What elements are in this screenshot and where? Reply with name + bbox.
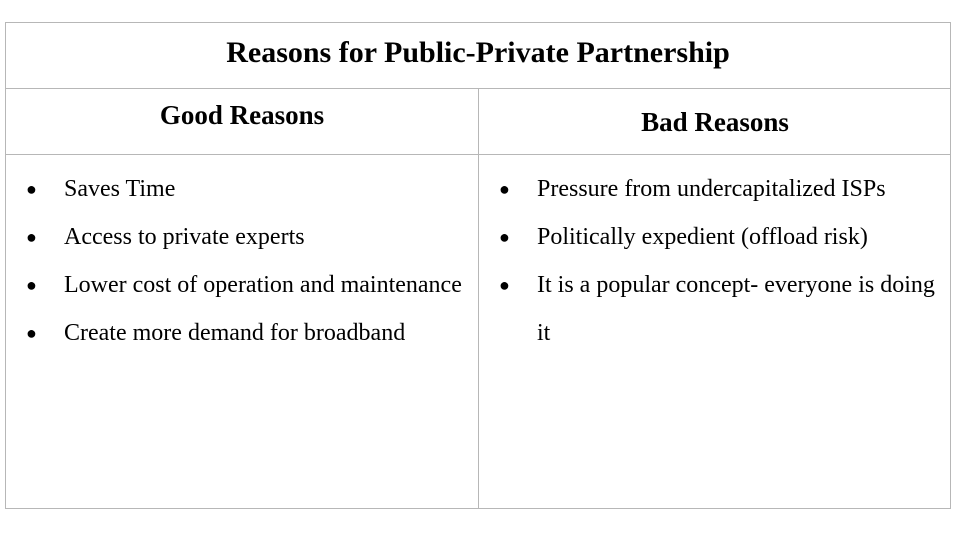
list-item (24, 213, 464, 261)
list-item-text: Saves Time (64, 176, 176, 202)
bullet-icon: ● (26, 227, 37, 247)
bullet-icon: ● (26, 275, 37, 295)
bullet-icon: ● (499, 179, 510, 199)
table-title: Reasons for Public-Private Partnership (226, 36, 730, 69)
bullet-icon: ● (26, 179, 37, 199)
list-item (24, 261, 464, 309)
bad-reasons-list (497, 165, 937, 357)
column-divider (478, 89, 479, 509)
good-reasons-heading: Good Reasons (159, 100, 325, 130)
list-item-text: It is a popular concept- everyone is doing it (537, 272, 935, 346)
good-reasons-list (24, 165, 464, 357)
list-item-text: Create more demand for broadband (64, 320, 406, 346)
list-item-text: Pressure from undercapitalized ISPs (537, 176, 886, 202)
title-row (6, 23, 950, 89)
list-item (497, 261, 937, 357)
list-item (24, 165, 464, 213)
list-item-text: Access to private experts (64, 224, 305, 250)
bullet-icon: ● (26, 323, 37, 343)
bad-reasons-heading: Bad Reasons (641, 107, 789, 137)
bullet-icon: ● (499, 275, 510, 295)
list-item (497, 165, 937, 213)
list-item-text: Politically expedient (offload risk) (537, 224, 868, 250)
reasons-table (5, 22, 951, 509)
list-item (497, 213, 937, 261)
list-item (24, 309, 464, 357)
list-item-text: Lower cost of operation and maintenance (64, 272, 462, 298)
bullet-icon: ● (499, 227, 510, 247)
